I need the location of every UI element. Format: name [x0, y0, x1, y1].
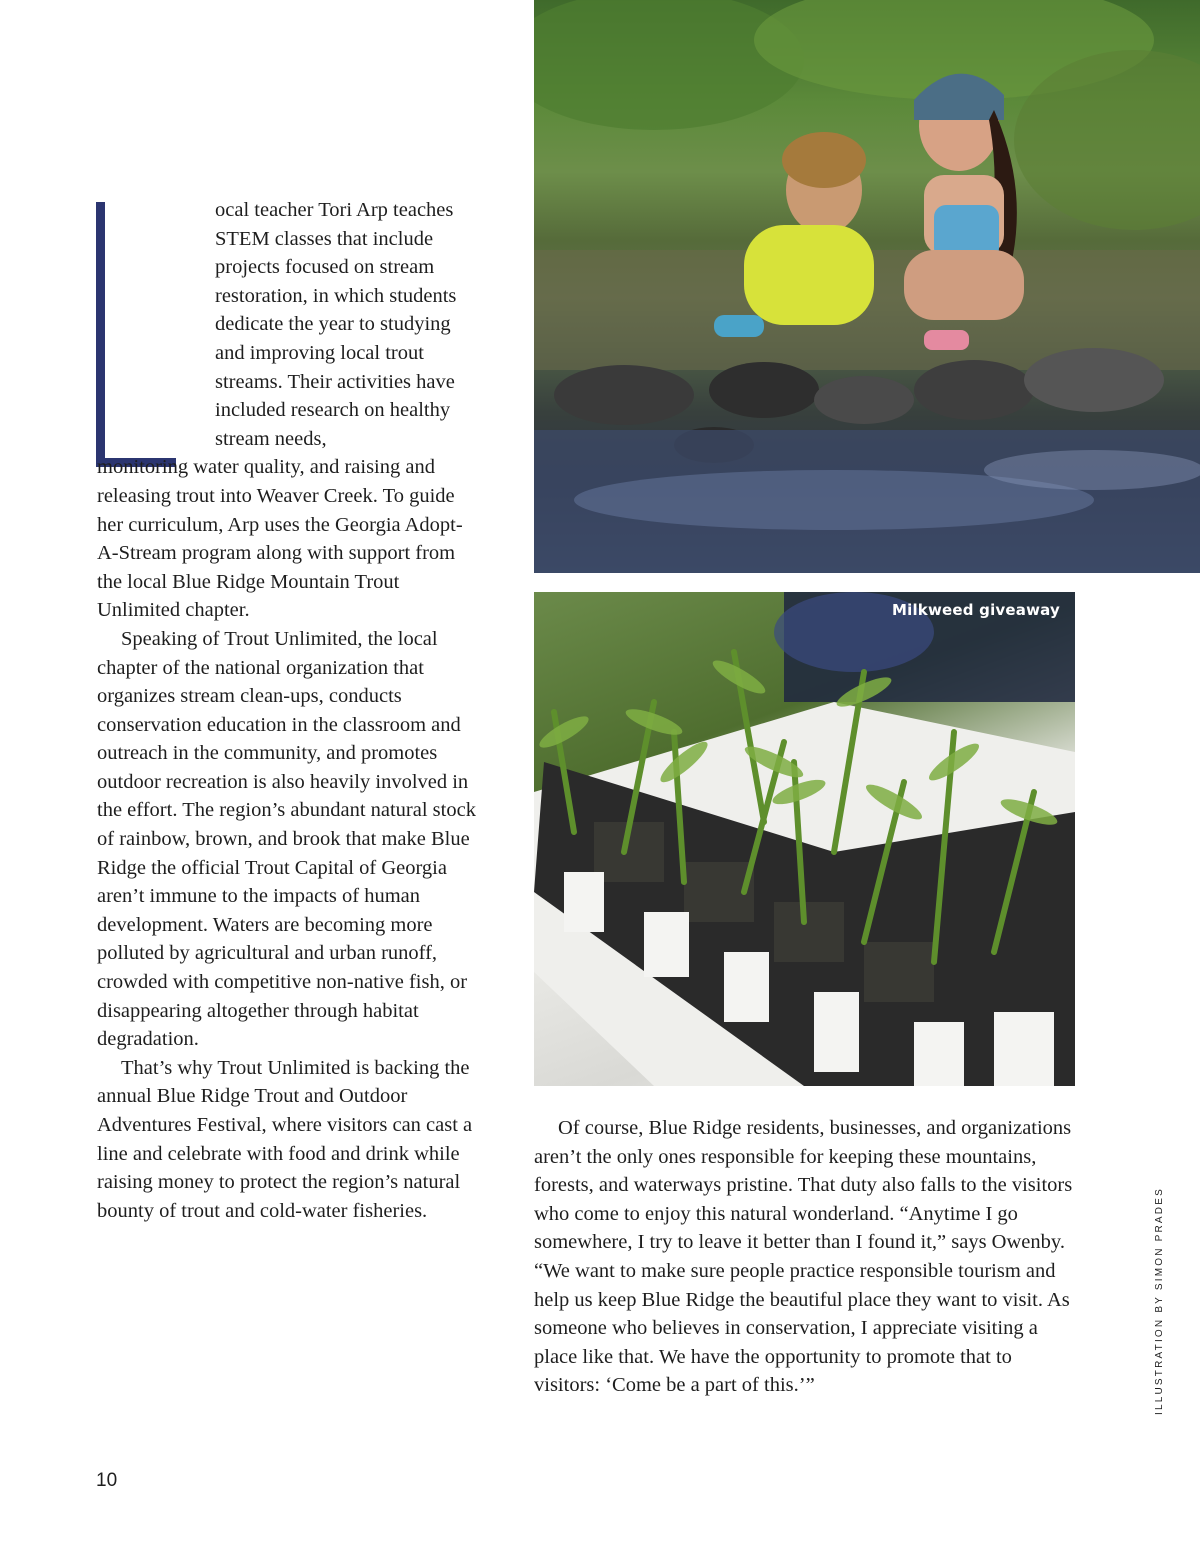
illustration-credit: ILLUSTRATION BY SIMON PRADES [1154, 1187, 1165, 1415]
article-column-left [97, 196, 477, 1225]
paragraph-4: Of course, Blue Ridge residents, businesses, and organizations aren’t the only ones responsible for keeping these mountains, forests, and waterways pristine. That duty also falls to the visitors who come to enjoy this natural wonderland. “Anytime I go somewhere, I try to leave it better than I found it,” says Owenby. “We want to make sure people practice responsible tourism and help us keep Blue Ridge the beautiful place they want to visit. As someone who believes in conservation, I appreciate visiting a place like that. We have the opportunity to promote that to visitors: ‘Come be a part of this.’” [534, 1117, 1073, 1397]
article-column-right [534, 1114, 1082, 1400]
paragraph-1-continued: monitoring water quality, and raising and releasing trout into Weaver Creek. To guide her curriculum, Arp uses the Georgia Adopt-A-Stream program along with support from the local Blue Ridge Mountain Trout Unlimited chapter. [97, 456, 463, 622]
photo-milkweed-seedlings [534, 592, 1075, 1086]
paragraph-2: Speaking of Trout Unlimited, the local chapter of the national organization that organizes stream clean-ups, conducts conservation education in the classroom and outreach in the community, and promotes outdoor recreation is also heavily involved in the effort. The region’s abundant natural stock of rainbow, brown, and brook that make Blue Ridge the official Trout Capital of Georgia aren’t immune to the impacts of human development. Waters are becoming more polluted by agricultural and urban runoff, crowded with competitive non-native fish, or disappearing altogether through habitat degradation. [97, 627, 476, 1051]
paragraph-1-lead: ocal teacher Tori Arp teaches STEM classes that include projects focused on stream restoration, in which students dedicate the year to studying and improving local trout streams. Their activities have included research on healthy stream needs, [215, 199, 457, 450]
photo-children-in-stream [534, 0, 1200, 573]
paragraph-3: That’s why Trout Unlimited is backing the annual Blue Ridge Trout and Outdoor Adventures Festival, where visitors can cast a line and celebrate with food and drink while raising money to protect the region’s natural bounty of trout and cold-water fisheries. [97, 1056, 473, 1222]
photo-caption: Milkweed giveaway [892, 601, 1060, 619]
page-number: 10 [96, 1470, 118, 1491]
